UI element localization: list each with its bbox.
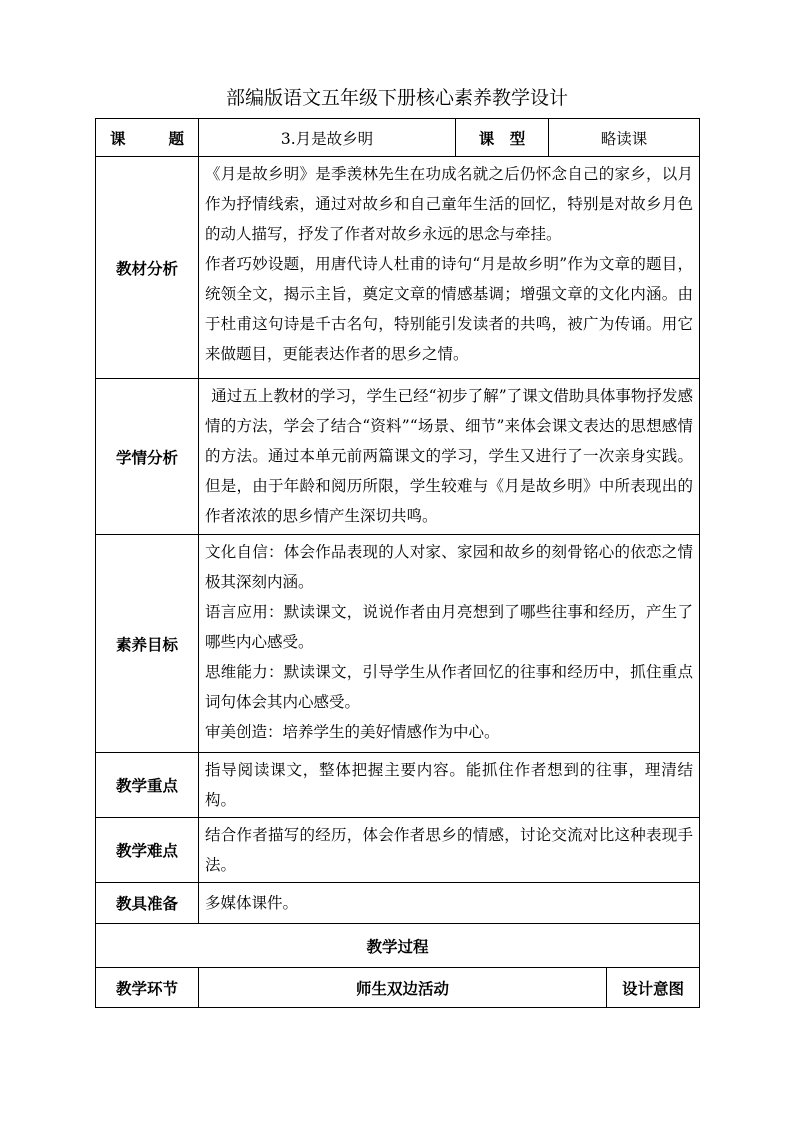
process-header-row bbox=[96, 924, 700, 968]
material-analysis-paragraph: 《月是故乡明》是季羡林先生在功成名就之后仍怀念自己的家乡，以月作为抒情线索，通过对故乡和自己童年生活的回忆，特别是对故乡月色的动人描写，抒发了作者对故乡永远的思念与牵挂。 bbox=[205, 165, 694, 243]
teaching-aids-text: 多媒体课件。 bbox=[205, 894, 299, 912]
student-analysis-paragraph: 通过五上教材的学习，学生已经“初步了解”了课文借助具体事物抒发感情的方法，学会了结合“资料”“场景、细节”来体会课文表达的思想感情的方法。通过本单元前两篇课文的学习，学生又进行了一次亲身实践。但是，由于年龄和阅历所限，学生较难与《月是故乡明》中所表现出的作者浓浓的思乡情产生深切共鸣。 bbox=[205, 387, 694, 525]
key-points-text: 指导阅读课文，整体把握主要内容。能抓住作者想到的往事，理清结构。 bbox=[205, 761, 694, 809]
material-analysis-row bbox=[96, 157, 700, 379]
literacy-goals-row bbox=[96, 535, 700, 753]
process-column-activities: 师生双边活动 bbox=[199, 968, 607, 1008]
goal-thinking: 思维能力：默读课文，引导学生从作者回忆的往事和经历中，抓住重点词句体会其内心感受。 bbox=[205, 663, 694, 711]
teaching-aids-label: 教具准备 bbox=[96, 883, 199, 924]
type-label: 课 型 bbox=[456, 119, 549, 157]
topic-label: 课 题 bbox=[96, 119, 199, 157]
goal-language: 语言应用：默读课文，说说作者由月亮想到了哪些往事和经历，产生了哪些内心感受。 bbox=[205, 603, 694, 651]
lesson-plan-table bbox=[95, 118, 700, 1008]
difficulties-text: 结合作者描写的经历，体会作者思乡的情感，讨论交流对比这种表现手法。 bbox=[205, 826, 694, 874]
type-value: 略读课 bbox=[549, 119, 700, 157]
material-analysis-label: 教材分析 bbox=[96, 157, 199, 379]
process-column-stage: 教学环节 bbox=[96, 968, 199, 1008]
student-analysis-content bbox=[199, 379, 700, 535]
material-analysis-content bbox=[199, 157, 700, 379]
process-columns-row bbox=[96, 968, 700, 1008]
goal-culture: 文化自信：体会作品表现的人对家、家园和故乡的刻骨铭心的依恋之情极其深刻内涵。 bbox=[205, 543, 694, 591]
student-analysis-row bbox=[96, 379, 700, 535]
material-analysis-paragraph: 作者巧妙设题，用唐代诗人杜甫的诗句“月是故乡明”作为文章的题目，统领全文，揭示主旨，奠定文章的情感基调；增强文章的文化内涵。由于杜甫这句诗是千古名句，特别能引发读者的共鸣，被广为传诵。用它来做题目，更能表达作者的思乡之情。 bbox=[205, 255, 694, 363]
difficulties-label: 教学难点 bbox=[96, 818, 199, 883]
key-points-label: 教学重点 bbox=[96, 753, 199, 818]
key-points-row bbox=[96, 753, 700, 818]
student-analysis-label: 学情分析 bbox=[96, 379, 199, 535]
goal-aesthetic: 审美创造：培养学生的美好情感作为中心。 bbox=[205, 723, 500, 741]
difficulties-row bbox=[96, 818, 700, 883]
teaching-aids-row bbox=[96, 883, 700, 924]
literacy-goals-label: 素养目标 bbox=[96, 535, 199, 753]
topic-value: 3.月是故乡明 bbox=[199, 119, 456, 157]
key-points-content bbox=[199, 753, 700, 818]
process-title: 教学过程 bbox=[96, 924, 700, 968]
literacy-goals-content bbox=[199, 535, 700, 753]
process-column-intent: 设计意图 bbox=[607, 968, 700, 1008]
document-title: 部编版语文五年级下册核心素养教学设计 bbox=[225, 87, 568, 109]
teaching-aids-content bbox=[199, 883, 700, 924]
difficulties-content bbox=[199, 818, 700, 883]
header-row bbox=[96, 119, 700, 157]
